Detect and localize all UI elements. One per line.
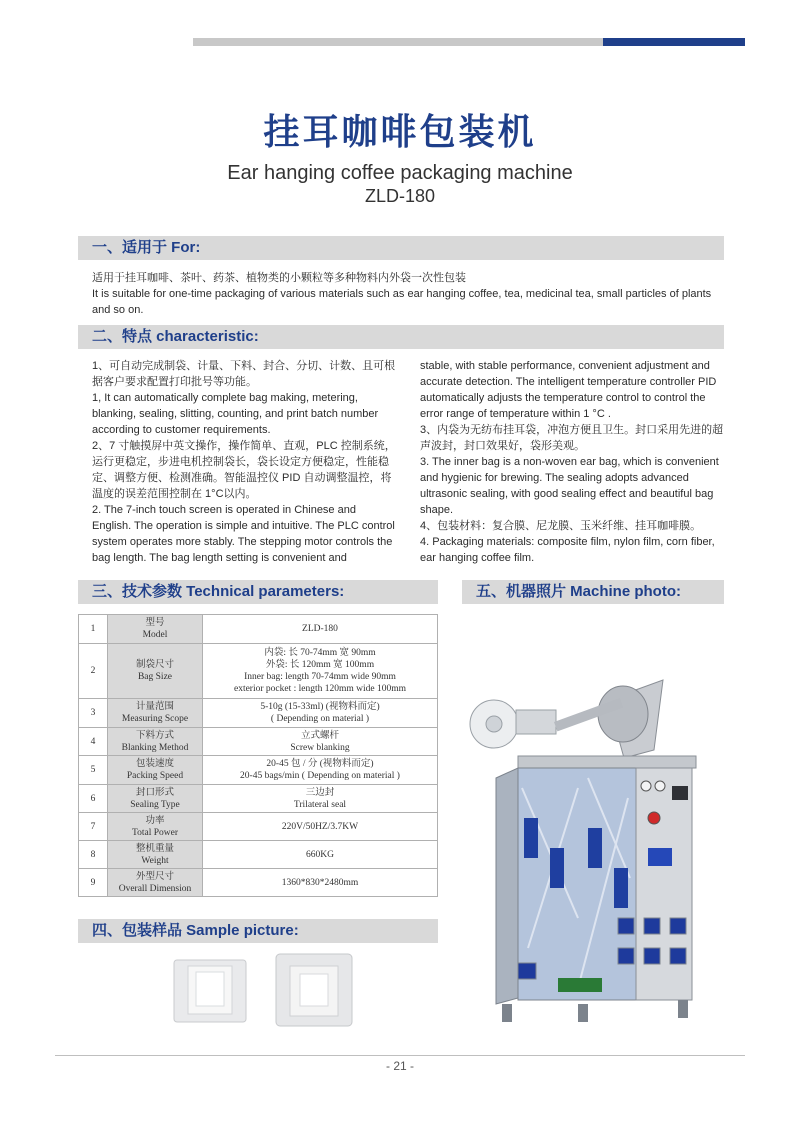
table-row xyxy=(79,785,438,813)
section-machine-photo-heading: 五、机器照片 Machine photo: xyxy=(462,580,724,604)
section-technical-heading: 三、技术参数 Technical parameters: xyxy=(78,580,438,604)
footer-divider xyxy=(55,1055,745,1056)
param-value: 三边封 Trilateral seal xyxy=(203,785,438,813)
param-name: 功率 Total Power xyxy=(108,813,203,841)
table-row xyxy=(79,813,438,841)
char-paragraph: 2、7 寸触摸屏中英文操作，操作简单、直观，PLC 控制系统，运行更稳定，步进电机控制袋长，袋长设定方便稳定，性能稳定、调整方便、检测准确。智能温控仪 PID 自动调整温控，将温度的误差范围控制在 1°C以内。 xyxy=(92,440,396,500)
param-value: ZLD-180 xyxy=(203,615,438,644)
param-name: 封口形式 Sealing Type xyxy=(108,785,203,813)
page-number: - 21 - xyxy=(385,1059,414,1073)
param-name: 整机重量 Weight xyxy=(108,841,203,869)
section-characteristic-heading: 二、特点 characteristic: xyxy=(78,325,724,349)
header-rule-blue xyxy=(603,38,745,46)
row-number: 1 xyxy=(79,615,108,644)
table-row xyxy=(79,728,438,756)
for-text-cn: 适用于挂耳咖啡、茶叶、药茶、植物类的小颗粒等多种物料内外袋一次性包装 xyxy=(92,272,466,284)
for-text-en: It is suitable for one-time packaging of various materials such as ear hanging coffee, tea, medicinal tea, small particles of plants and so on. xyxy=(92,288,712,316)
technical-parameters-table xyxy=(78,614,438,897)
param-name: 制袋尺寸 Bag Size xyxy=(108,644,203,699)
param-name: 外型尺寸 Overall Dimension xyxy=(108,869,203,897)
characteristic-left-column xyxy=(92,358,398,566)
row-number: 4 xyxy=(79,728,108,756)
param-name: 型号 Model xyxy=(108,615,203,644)
machine-photo xyxy=(458,618,724,1038)
page-title-cn: 挂耳咖啡包装机 xyxy=(263,111,537,152)
table-row xyxy=(79,841,438,869)
char-paragraph: 4. Packaging materials: composite film, nylon film, corn fiber, ear hanging coffee film. xyxy=(420,536,715,564)
table-row xyxy=(79,644,438,699)
row-number: 7 xyxy=(79,813,108,841)
param-value: 20-45 包 / 分 (视物料而定) 20-45 bags/min ( Depending on material ) xyxy=(203,756,438,785)
table-row xyxy=(79,756,438,785)
section-sample-heading: 四、包装样品 Sample picture: xyxy=(78,919,438,943)
char-paragraph: 3、内袋为无纺布挂耳袋，冲泡方便且卫生。封口采用先进的超声波封，封口效果好，袋形美观。 xyxy=(420,424,724,452)
param-value: 1360*830*2480mm xyxy=(203,869,438,897)
section-for-body xyxy=(92,270,728,318)
param-name: 包装速度 Packing Speed xyxy=(108,756,203,785)
param-value: 220V/50HZ/3.7KW xyxy=(203,813,438,841)
char-paragraph: 1, It can automatically complete bag making, metering, blanking, sealing, slitting, counting, and print batch number according to customer requirements. xyxy=(92,392,379,436)
characteristic-right-column xyxy=(420,358,726,566)
param-value: 内袋: 长 70-74mm 宽 90mm 外袋: 长 120mm 宽 100mm Inner bag: length 70-74mm wide 90mm exterior pocket : length 120mm wide 100mm xyxy=(203,644,438,699)
row-number: 8 xyxy=(79,841,108,869)
param-value: 立式螺杆 Screw blanking xyxy=(203,728,438,756)
param-value: 660KG xyxy=(203,841,438,869)
param-value: 5-10g (15-33ml) (视物料而定) ( Depending on material ) xyxy=(203,699,438,728)
section-for-heading: 一、适用于 For: xyxy=(78,236,724,260)
sample-photo xyxy=(170,950,360,1030)
char-paragraph: 2. The 7-inch touch screen is operated in Chinese and English. The operation is simple and intuitive. The PLC control system operates more stably. The stepping motor controls the bag length. The bag length setting is convenient and xyxy=(92,504,395,564)
char-paragraph: 3. The inner bag is a non-woven ear bag, which is convenient and hygienic for brewing. The sealing adopts advanced ultrasonic sealing, with good sealing effect and beautiful bag shape. xyxy=(420,456,719,516)
row-number: 5 xyxy=(79,756,108,785)
table-row xyxy=(79,699,438,728)
model-number: ZLD-180 xyxy=(364,186,436,206)
page-title-en: Ear hanging coffee packaging machine xyxy=(227,162,573,184)
param-name: 计量范围 Measuring Scope xyxy=(108,699,203,728)
row-number: 9 xyxy=(79,869,108,897)
row-number: 6 xyxy=(79,785,108,813)
char-paragraph: 4、包装材料：复合膜、尼龙膜、玉米纤维、挂耳咖啡膜。 xyxy=(420,520,702,532)
row-number: 3 xyxy=(79,699,108,728)
param-name: 下料方式 Blanking Method xyxy=(108,728,203,756)
table-row xyxy=(79,615,438,644)
char-paragraph: stable, with stable performance, convenient adjustment and accurate detection. The intelligent temperature controller PID automatically adjusts the temperature control to control the error range of temperature within 1 °C . xyxy=(420,360,717,420)
header-rule-gray xyxy=(193,38,603,46)
table-row xyxy=(79,869,438,897)
row-number: 2 xyxy=(79,644,108,699)
char-paragraph: 1、可自动完成制袋、计量、下料、封合、分切、计数、且可根据客户要求配置打印批号等功能。 xyxy=(92,360,396,388)
